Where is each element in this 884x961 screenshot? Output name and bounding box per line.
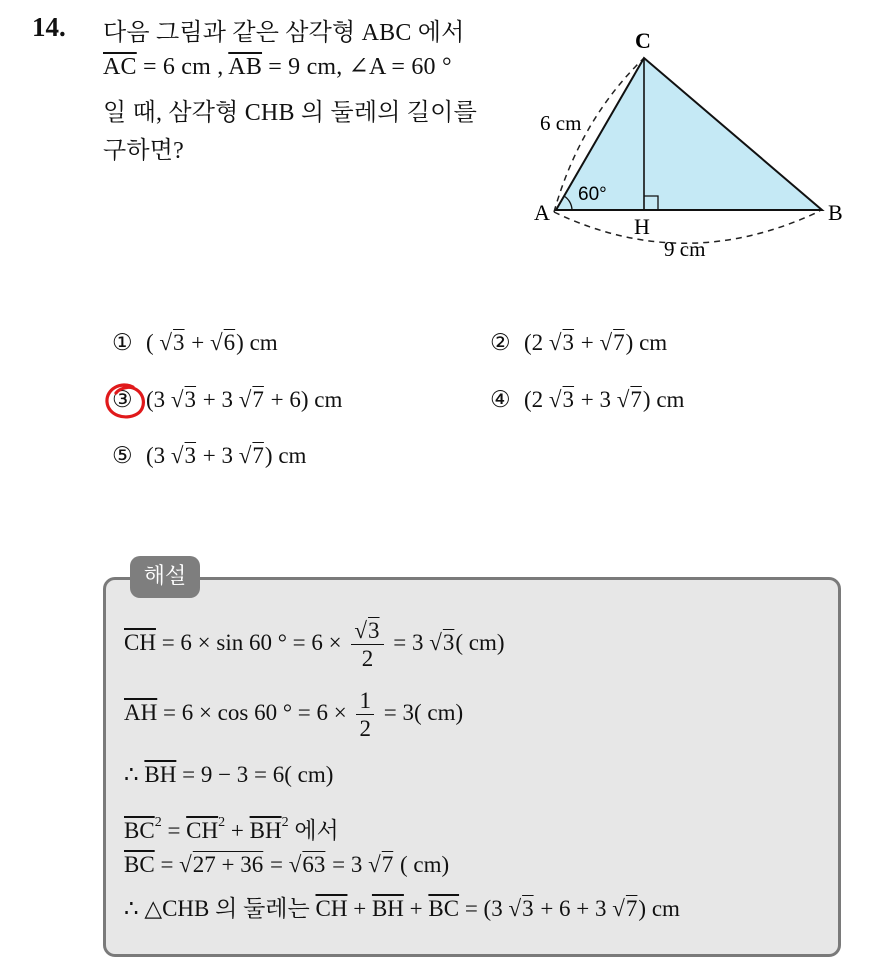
ac-length-label: 6 cm <box>540 111 582 135</box>
choice-3[interactable]: ③ (3 √3 + 3 √7 + 6) cm <box>112 387 343 412</box>
ac-value: = 6 cm , <box>136 54 229 80</box>
foot-h-label: H <box>634 214 650 239</box>
ab-value-angle: = 9 cm, ∠A = 60 ° <box>262 54 452 80</box>
fraction-sqrt3-over-2: $\frac{√3}{2}$ <box>351 617 383 672</box>
fraction-1-over-2: $\frac{1}{2}$ <box>356 687 374 742</box>
vertex-b-label: B <box>828 200 843 225</box>
vertex-a-label: A <box>534 200 550 225</box>
solution-line-3: ∴ $\overline{BH} = 9 - 3 = 6$( cm) <box>124 762 334 787</box>
question-line-2 <box>103 52 452 81</box>
solution-line-6: ∴ △CHB 의 둘레는 $\overline{CH} + \overline{BH} + \overline{BC} = (3$ √3 + 6 + 3 √7) cm <box>124 896 680 921</box>
solution-line-2: $\overline{AH} = 6 \times \cos 60$ ° = 6 × $\frac{1}{2}$ = 3( cm) <box>124 688 464 741</box>
segment-ac: $\overline{AC}$ <box>103 54 137 80</box>
ab-length-label: 9 cm <box>664 237 706 261</box>
solution-line-4: $\overline{BC}^2 = \overline{CH}^2 + \overline{BH}^2$ 에서 <box>124 815 339 843</box>
choice-5[interactable]: ⑤ (3 √3 + 3 √7) cm <box>112 443 307 468</box>
solution-line-1: $\overline{CH} = 6 \times \sin 60$ ° = 6 × $\frac{√3}{2}$ = 3 √3( cm) <box>124 618 505 671</box>
question-line-4: 구하면? <box>103 138 185 164</box>
segment-ab: $\overline{AB}$ <box>228 54 263 80</box>
solution-line-5: $\overline{BC} = √27 + 36 = √63 = 3$ √7 ( cm) <box>124 852 450 877</box>
choice-4[interactable]: ④ (2 √3 + 3 √7) cm <box>490 387 685 412</box>
answer-mark-circle <box>103 381 149 423</box>
choice-1[interactable]: ① ( √3 + √6) cm <box>112 330 278 355</box>
question-line-1: 다음 그림과 같은 삼각형 ABC 에서 <box>103 20 465 46</box>
triangle-figure <box>520 20 860 270</box>
choice-2[interactable]: ② (2 √3 + √7) cm <box>490 330 668 355</box>
vertex-c-label: C <box>635 28 651 53</box>
solution-tag: 해설 <box>130 556 200 598</box>
question-line-3: 일 때, 삼각형 CHB 의 둘레의 길이를 <box>103 100 477 126</box>
angle-a-label: 60° <box>578 184 607 205</box>
question-number: 14. <box>32 12 66 42</box>
